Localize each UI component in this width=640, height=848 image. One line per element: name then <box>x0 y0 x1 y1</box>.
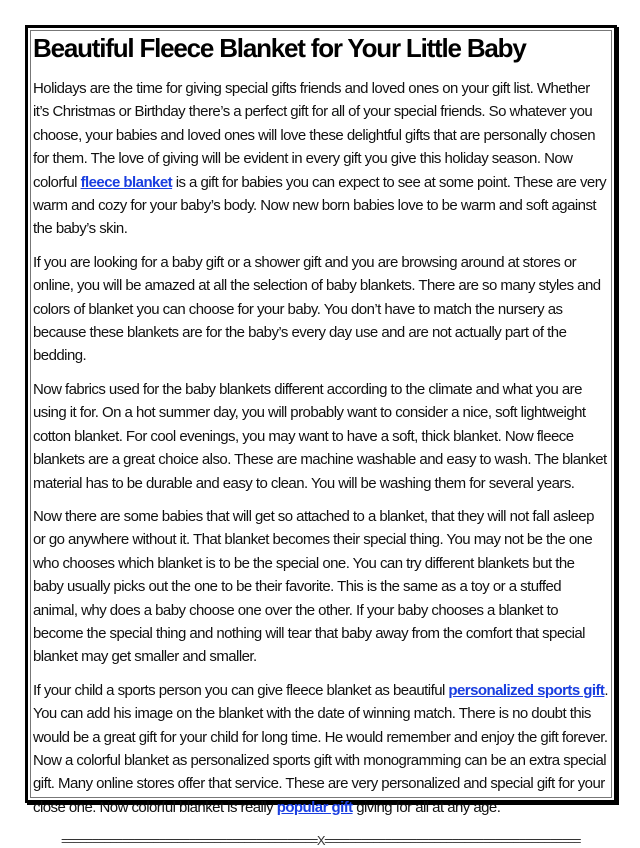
fleece-blanket-link[interactable]: fleece blanket <box>80 173 173 191</box>
article <box>33 31 608 848</box>
text: . You can add his image on the blanket with the date of winning match. There is no doubt this would be a great gift for your child for long time. He would remember and enjoy the gift forever. Now a colorful blanket as personalized sports gift with monogramming can be an extra special gift. Many online stores offer that service. These are very personalized and special gift for your close one. Now colorful blanket is really <box>33 681 609 816</box>
separator: ==========================================X========================================== <box>61 833 580 848</box>
paragraph <box>33 679 608 819</box>
paragraph: Now there are some babies that will get so attached to a blanket, that they will not fall asleep or go anywhere without it. That blanket becomes their special thing. You may not be the one who chooses which blanket is to be the special one. You can try different blankets but the baby usually picks out the one to be their favorite. This is the same as a toy or a stuffed animal, why does a baby choose one over the other. If your baby chooses a blanket to become the special thing and nothing will tear that baby away from the comfort that special blanket may get smaller and smaller. <box>33 507 594 666</box>
paragraph <box>33 77 608 241</box>
page-title: Beautiful Fleece Blanket for Your Little Baby <box>33 33 526 63</box>
popular-gift-link[interactable]: popular gift <box>276 798 353 816</box>
text: If your child a sports person you can give fleece blanket as beautiful <box>33 681 449 699</box>
personalized-sports-gift-link[interactable]: personalized sports gift <box>448 681 605 699</box>
text: is a gift for babies you can expect to see at some point. These are very warm and cozy for your baby’s body. Now new born babies love to be warm and soft against the baby’s skin. <box>33 173 607 238</box>
paragraph: Now fabrics used for the baby blankets different according to the climate and what you are using it for. On a hot summer day, you will probably want to consider a nice, soft lightweight cotton blanket. For cool evenings, you may want to have a soft, thick blanket. Now fleece blankets are a great choice also. These are machine washable and easy to wash. The blanket material has to be durable and easy to clean. You will be washing them for several years. <box>33 380 607 492</box>
text: Holidays are the time for giving special gifts friends and loved ones on your gift list. Whether it’s Christmas or Birthday there’s a perfect gift for all of your special friends. So whatever you choose, your babies and loved ones will love these delightful gifts that are personally chosen for them. The love of giving will be evident in every gift you give this holiday season. Now colorful <box>33 80 596 191</box>
paragraph: If you are looking for a baby gift or a shower gift and you are browsing around at stores or online, you will be amazed at all the selection of baby blankets. There are so many styles and colors of blanket you can choose for your baby. You don’t have to match the nursery as because these blankets are for the baby’s every day use and are not actually part of the bedding. <box>33 253 601 365</box>
text: giving for all at any age. <box>352 798 501 816</box>
page-border <box>25 25 617 848</box>
